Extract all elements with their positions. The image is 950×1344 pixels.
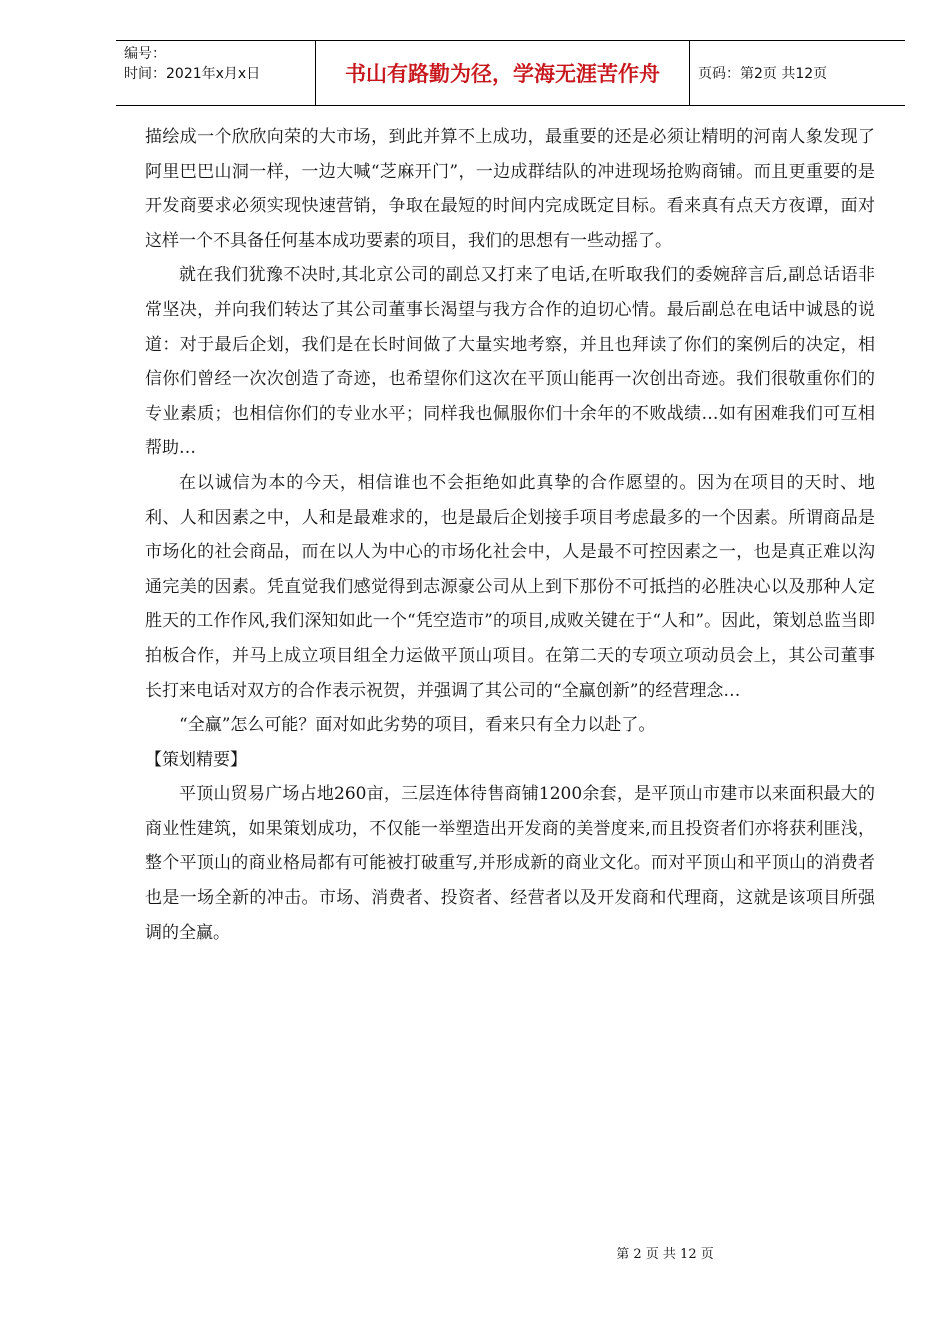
header-meta — [116, 41, 316, 105]
document-time-label: 时间：2021年x月x日 — [124, 66, 261, 82]
body-paragraph-2: 就在我们犹豫不决时,其北京公司的副总又打来了电话,在听取我们的委婉辞言后,副总话语非常坚决，并向我们转达了其公司董事长渴望与我方合作的迫切心情。最后副总在电话中诚恳的说道：对于最后企划，我们是在长时间做了大量实地考察，并且也拜读了你们的案例后的决定，相信你们曾经一次次创造了奇迹，也希望你们这次在平顶山能再一次创出奇迹。我们很敬重你们的专业素质；也相信你们的专业水平；同样我也佩服你们十余年的不败战绩…如有困难我们可互相帮助… — [145, 265, 875, 459]
section-paragraph: 平顶山贸易广场占地260亩，三层连体待售商铺1200余套，是平顶山市建市以来面积最大的商业性建筑，如果策划成功，不仅能一举塑造出开发商的美誉度来,而且投资者们亦将获利匪浅，整个平顶山的商业格局都有可能被打破重写,并形成新的商业文化。而对平顶山和平顶山的消费者也是一场全新的冲击。市场、消费者、投资者、经营者以及开发商和代理商，这就是该项目所强调的全赢。 — [145, 784, 875, 943]
body-paragraph-1: 描绘成一个欣欣向荣的大市场，到此并算不上成功，最重要的还是必须让精明的河南人象发现了阿里巴巴山洞一样，一边大喊“芝麻开门”，一边成群结队的冲进现场抢购商铺。而且更重要的是开发商要求必须实现快速营销，争取在最短的时间内完成既定目标。看来真有点天方夜谭，面对这样一个不具备任何基本成功要素的项目，我们的思想有一些动摇了。 — [145, 127, 875, 251]
page-footer: 第 2 页 共 12 页 — [616, 1247, 714, 1262]
body-paragraph-3: 在以诚信为本的今天，相信谁也不会拒绝如此真挚的合作愿望的。因为在项目的天时、地利、人和因素之中，人和是最难求的，也是最后企划接手项目考虑最多的一个因素。所谓商品是市场化的社会商品，而在以人为中心的市场化社会中，人是最不可控因素之一，也是真正难以沟通完美的因素。凭直觉我们感觉得到志源豪公司从上到下那份不可抵挡的必胜决心以及那种人定胜天的工作作风,我们深知如此一个“凭空造市”的项目,成败关键在于“人和”。因此，策划总监当即拍板合作，并马上成立项目组全力运做平顶山项目。在第二天的专项立项动员会上，其公司董事长打来电话对双方的合作表示祝贺，并强调了其公司的“全赢创新”的经营理念… — [145, 472, 875, 701]
document-body — [145, 120, 875, 950]
header-motto: 书山有路勤为径，学海无涯苦作舟 — [316, 41, 690, 105]
header-page-number: 页码：第2页 共12页 — [698, 66, 828, 82]
section-heading: 【策划精要】 — [145, 749, 247, 770]
body-paragraph-4: “全赢”怎么可能？面对如此劣势的项目，看来只有全力以赴了。 — [179, 715, 656, 736]
page-header — [116, 40, 905, 106]
document-number-label: 编号： — [124, 46, 166, 62]
